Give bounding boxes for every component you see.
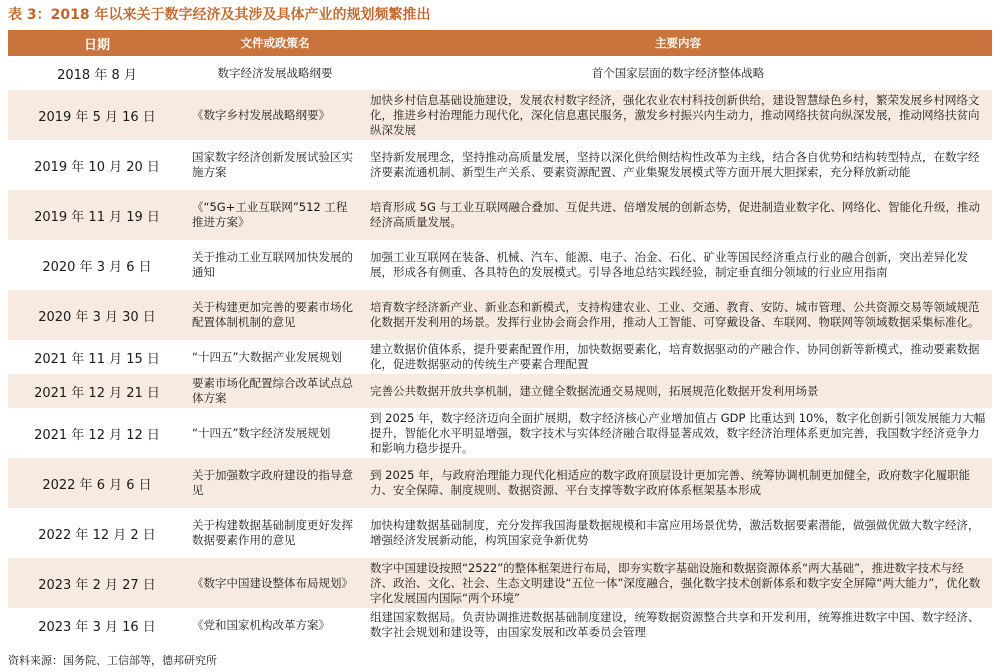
cell-date: 2021 年 12 月 21 日 — [34, 385, 160, 401]
table-row — [8, 240, 992, 290]
cell-date: 2023 年 2 月 27 日 — [38, 577, 156, 593]
cell-document: 《数字乡村发展战略纲要》 — [192, 107, 330, 122]
table-row — [8, 374, 992, 408]
cell-content: 到 2025 年，数字经济迈向全面扩展期，数字经济核心产业增加值占 GDP 比重达到 10%，数字化创新引领发展能力大幅提升，智能化水平明显增强，数字技术与实体经济融合取得显著成效，数字经济治理体系更加完善，我国数字经济竞争力和影响力稳步提升。 — [370, 410, 986, 455]
table-row — [8, 608, 992, 642]
cell-date: 2020 年 3 月 30 日 — [38, 309, 156, 325]
cell-document: 要素市场化配置综合改革试点总体方案 — [192, 376, 353, 405]
header-doc: 文件或政策名 — [240, 35, 310, 50]
cell-document: “十四五”数字经济发展规划 — [192, 425, 331, 440]
cell-date: 2021 年 12 月 12 日 — [34, 427, 160, 443]
table-row — [8, 508, 992, 558]
table-row — [8, 290, 992, 340]
table-row — [8, 340, 992, 374]
cell-document: 关于构建数据基础制度更好发挥数据要素作用的意见 — [192, 518, 353, 547]
table-row — [8, 558, 992, 608]
cell-date: 2018 年 8 月 — [57, 67, 137, 83]
cell-document: 《数字中国建设整体布局规划》 — [192, 575, 353, 590]
cell-date: 2021 年 11 月 15 日 — [34, 351, 160, 367]
cell-date: 2019 年 5 月 16 日 — [38, 109, 156, 125]
cell-date: 2023 年 3 月 16 日 — [38, 619, 156, 635]
header-date: 日期 — [83, 37, 110, 53]
table-header — [8, 30, 992, 56]
cell-content: 完善公共数据开放共享机制，建立健全数据流通交易规则，拓展规范化数据开发利用场景 — [370, 383, 819, 398]
cell-date: 2022 年 6 月 6 日 — [42, 477, 152, 493]
cell-date: 2019 年 10 月 20 日 — [34, 159, 160, 175]
table-title: 表 3：2018 年以来关于数字经济及其涉及具体产业的规划频繁推出 — [8, 7, 431, 23]
cell-document: 关于加强数字政府建设的指导意见 — [192, 468, 353, 497]
cell-document: 国家数字经济创新发展试验区实施方案 — [192, 150, 353, 179]
policy-table — [8, 30, 992, 642]
cell-document: 《“5G+工业互联网”512 工程推进方案》 — [192, 200, 348, 229]
cell-date: 2022 年 12 月 2 日 — [38, 527, 156, 543]
cell-content: 加快构建数据基础制度，充分发挥我国海量数据规模和丰富应用场景优势，激活数据要素潜能，做强做优做大数字经济，增强经济发展新动能，构筑国家竞争新优势 — [370, 518, 980, 547]
table-row — [8, 140, 992, 190]
source-note: 资料来源：国务院、工信部等，德邦研究所 — [8, 654, 217, 667]
cell-content: 组建国家数据局。负责协调推进数据基础制度建设，统筹数据资源整合共享和开发利用，统筹推进数字中国、数字经济、数字社会规划和建设等，由国家发展和改革委员会管理 — [370, 610, 980, 639]
cell-document: 关于推动工业互联网加快发展的通知 — [192, 250, 353, 279]
table-row — [8, 458, 992, 508]
cell-document: “十四五”大数据产业发展规划 — [192, 349, 342, 364]
table-body — [8, 56, 992, 642]
cell-document: 关于构建更加完善的要素市场化配置体制机制的意见 — [192, 300, 353, 329]
cell-content: 数字中国建设按照“2522”的整体框架进行布局，即夯实数字基础设施和数据资源体系“两大基础”，推进数字技术与经济、政治、文化、社会、生态文明建设“五位一体”深度融合，强化数字技术创新体系和数字安全屏障“两大能力”，优化数字化发展国内国际“两个环境” — [370, 560, 981, 605]
cell-content: 首个国家层面的数字经济整体战略 — [591, 65, 765, 80]
cell-content: 坚持新发展理念，坚持推动高质量发展，坚持以深化供给侧结构性改革为主线，结合各自优势和结构转型特点，在数字经济要素流通机制、新型生产关系、要素资源配置、产业集聚发展模式等方面开展大胆探索，充分释放新动能 — [370, 150, 980, 179]
header-content: 主要内容 — [655, 35, 701, 50]
table-row — [8, 408, 992, 458]
cell-date: 2020 年 3 月 6 日 — [42, 259, 152, 275]
cell-content: 培育形成 5G 与工业互联网融合叠加、互促共进、倍增发展的创新态势，促进制造业数字化、网络化、智能化升级，推动经济高质量发展。 — [370, 200, 981, 229]
cell-content: 培育数字经济新产业、新业态和新模式，支持构建农业、工业、交通、教育、安防、城市管理、公共资源交易等领域规范化数据开发利用的场景。发挥行业协会商会作用，推动人工智能、可穿戴设备、车联网、物联网等领域数据采集标准化。 — [370, 300, 980, 329]
table-row — [8, 56, 992, 90]
cell-content: 到 2025 年，与政府治理能力现代化相适应的数字政府顶层设计更加完善、统筹协调机制更加健全，政府数字化履职能力、安全保障、制度规则、数据资源、平台支撑等数字政府体系框架基本形成 — [370, 468, 971, 497]
cell-content: 建立数据价值体系，提升要素配置作用，加快数据要素化，培育数据驱动的产融合作、协同创新等新模式，推动要素数据化，促进数据驱动的传统生产要素合理配置 — [370, 342, 980, 371]
cell-document: 数字经济发展战略纲要 — [217, 65, 333, 80]
table-row — [8, 190, 992, 240]
cell-document: 《党和国家机构改革方案》 — [192, 617, 330, 632]
cell-content: 加强工业互联网在装备、机械、汽车、能源、电子、冶金、石化、矿业等国民经济重点行业的融合创新，突出差异化发展，形成各有侧重、各具特色的发展模式。引导各地总结实践经验，制定垂直细分领域的行业应用指南 — [370, 250, 968, 279]
cell-date: 2019 年 11 月 19 日 — [34, 209, 160, 225]
table-row — [8, 90, 992, 140]
cell-content: 加快乡村信息基础设施建设，发展农村数字经济，强化农业农村科技创新供给，建设智慧绿色乡村，繁荣发展乡村网络文化，推进乡村治理能力现代化，深化信息惠民服务，激发乡村振兴内生动力，推动网络扶贫向纵深发展，推动网络扶贫向纵深发展 — [370, 92, 980, 137]
